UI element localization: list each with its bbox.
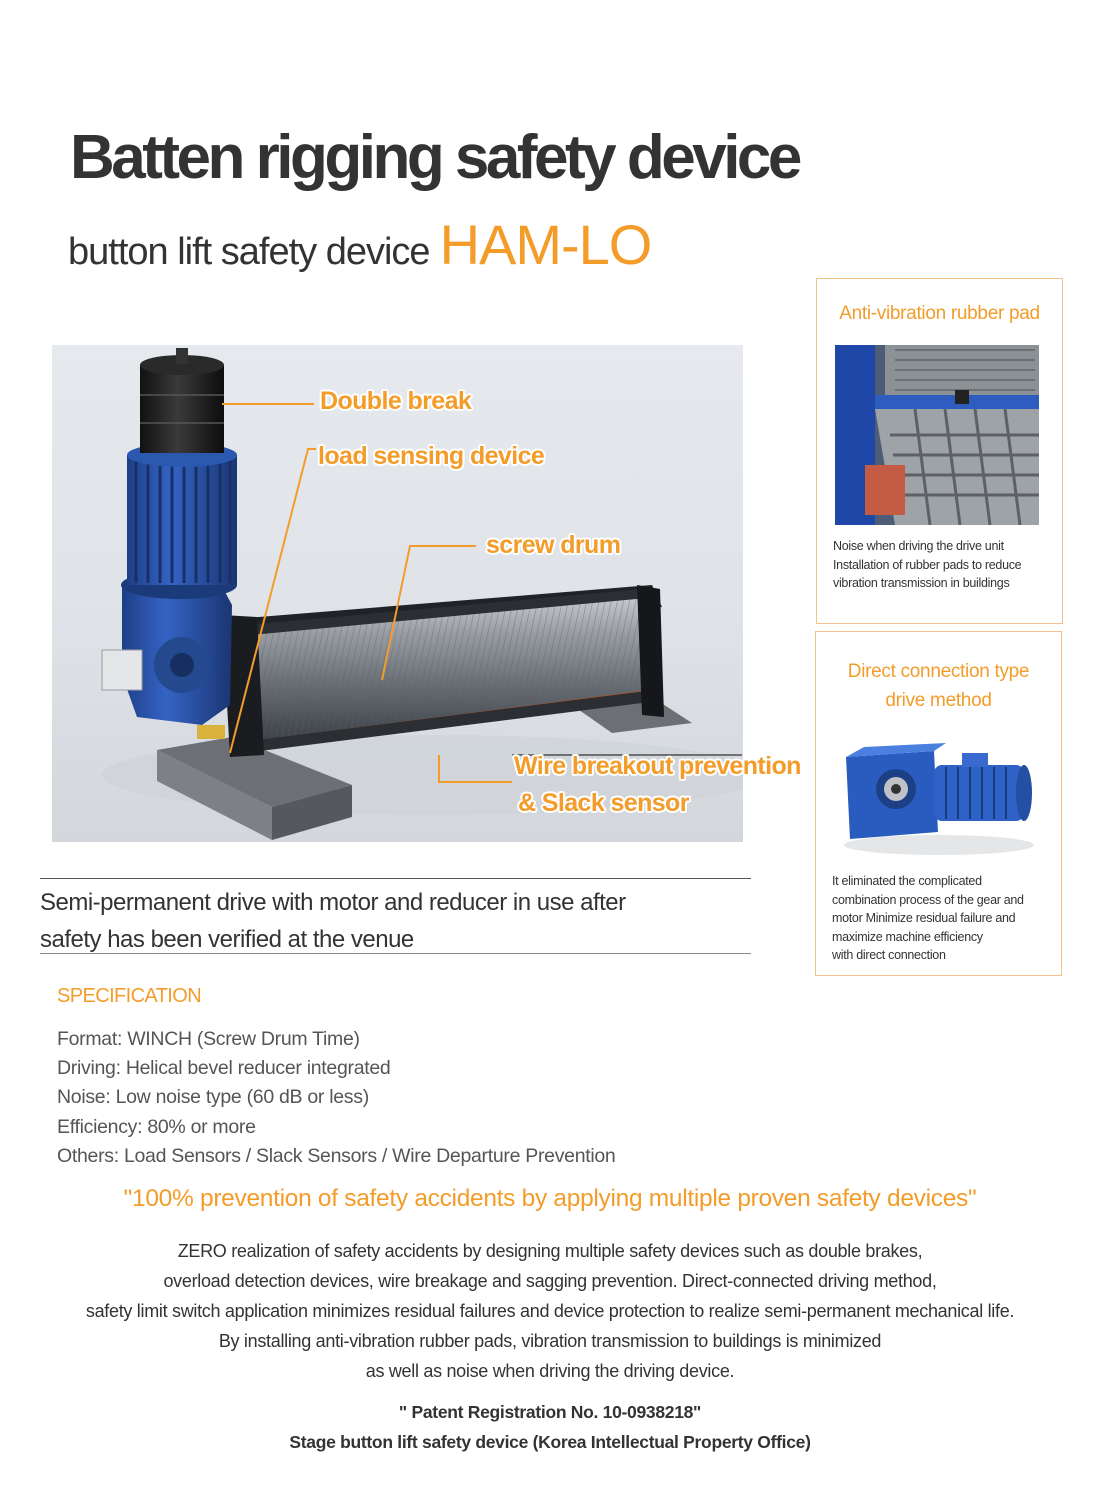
spec-item: Noise: Low noise type (60 dB or less)	[57, 1086, 369, 1109]
spec-heading: SPECIFICATION	[57, 985, 202, 1007]
tagline	[40, 878, 751, 954]
description-line: overload detection devices, wire breakage and sagging prevention. Direct-connected driving method,	[163, 1271, 937, 1291]
card-desc-line: with direct connection	[832, 948, 946, 962]
card-desc-line: combination process of the gear and	[832, 892, 1024, 907]
card-title-line: drive method	[885, 690, 992, 711]
callout-wire-breakout: Wire breakout prevention	[514, 752, 801, 780]
card-desc-line: It eliminated the complicated	[832, 874, 982, 888]
model-name: HAM-LO	[439, 213, 652, 276]
feature-card-direct-drive	[815, 631, 1062, 976]
page-title: Batten rigging safety device	[70, 123, 799, 192]
page-subtitle	[68, 212, 651, 277]
card-desc	[832, 872, 1024, 965]
callout-load-sensing: load sensing device	[318, 442, 545, 470]
spec-item: Driving: Helical bevel reducer integrated	[57, 1057, 391, 1080]
patent-info	[0, 1397, 1100, 1457]
card-title-line: Direct connection type	[847, 661, 1030, 682]
spec-item: Efficiency: 80% or more	[57, 1115, 256, 1138]
card-desc-line: vibration transmission in buildings	[833, 576, 1010, 590]
card-desc-line: Installation of rubber pads to reduce	[833, 557, 1022, 572]
description-line: as well as noise when driving the driving device.	[365, 1361, 735, 1381]
callout-double-break: Double break	[320, 387, 472, 415]
tagline-line: safety has been verified at the venue	[40, 926, 414, 953]
patent-number: " Patent Registration No. 10-0938218"	[398, 1402, 702, 1422]
description-line: safety limit switch application minimizes residual failures and device protection to realize semi-permanent mechanical life.	[85, 1301, 1015, 1321]
card-desc-line: Noise when driving the drive unit	[833, 539, 1004, 553]
description-line: ZERO realization of safety accidents by designing multiple safety devices such as double brakes,	[177, 1241, 923, 1261]
patent-office: Stage button lift safety device (Korea Intellectual Property Office)	[289, 1432, 811, 1452]
rubber-pad-photo	[835, 345, 1039, 525]
spec-list	[57, 1025, 615, 1171]
tagline-line: Semi-permanent drive with motor and reducer in use after	[40, 889, 626, 916]
card-desc-line: maximize machine efficiency	[832, 929, 983, 944]
callout-screw-drum: screw drum	[486, 531, 621, 559]
callout-slack-sensor: & Slack sensor	[518, 789, 689, 817]
direct-drive-motor-photo	[834, 737, 1038, 857]
description-line: By installing anti-vibration rubber pads, vibration transmission to buildings is minimized	[218, 1331, 882, 1351]
description-paragraph	[0, 1236, 1100, 1386]
card-desc-line: motor Minimize residual failure and	[832, 911, 1016, 925]
subtitle-text: button lift safety device	[68, 231, 430, 273]
spec-item: Format: WINCH (Screw Drum Time)	[57, 1028, 360, 1050]
card-title: Anti-vibration rubber pad	[839, 303, 1040, 324]
card-desc	[833, 537, 1021, 593]
spec-item: Others: Load Sensors / Slack Sensors / Wire Departure Prevention	[57, 1144, 616, 1167]
feature-card-rubber-pad	[816, 278, 1063, 624]
highlight-quote: "100% prevention of safety accidents by applying multiple proven safety devices"	[123, 1185, 977, 1212]
